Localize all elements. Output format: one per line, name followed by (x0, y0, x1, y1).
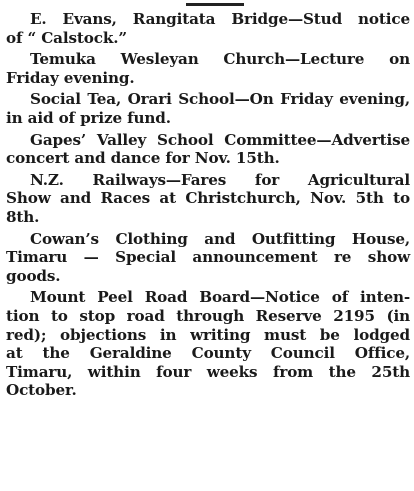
notice-line: Mount Peel Road Board—Notice of inten- (30, 288, 410, 307)
notice-line: Friday evening. (6, 68, 135, 87)
notice-line: Timaru, within four weeks from the 25th (6, 362, 410, 381)
notice-line: 8th. (6, 207, 40, 226)
notice-line: goods. (6, 266, 61, 285)
notice-nz-railways (6, 171, 410, 227)
notice-line: Temuka Wesleyan Church—Lecture on (30, 50, 410, 69)
notice-temuka-wesleyan (6, 50, 410, 87)
notice-line: of “ Calstock.” (6, 28, 127, 47)
notice-line: tion to stop road through Reserve 2195 (in (6, 306, 410, 325)
notice-line: Show and Races at Christchurch, Nov. 5th to (6, 189, 410, 208)
notice-line: Gapes’ Valley School Committee—Advertise (30, 130, 410, 149)
column-top-rule (186, 3, 244, 6)
notice-line: at the Geraldine County Council Office, (6, 344, 410, 363)
notice-line: E. Evans, Rangitata Bridge—Stud notice (30, 10, 410, 28)
notice-evans-stud (6, 10, 410, 47)
notice-line: in aid of prize fund. (6, 108, 171, 127)
notice-line: Cowan’s Clothing and Outfitting House, (30, 229, 410, 248)
notice-line: red); objections in writing must be lodged (6, 325, 410, 344)
notice-line: Social Tea, Orari School—On Friday evening, (30, 90, 410, 109)
notice-cowans-clothing (6, 230, 410, 286)
notice-line: Timaru — Special announcement re show (6, 248, 410, 267)
notice-line: N.Z. Railways—Fares for Agricultural (30, 170, 410, 189)
notice-line: concert and dance for Nov. 15th. (6, 149, 280, 168)
notice-line: October. (6, 381, 77, 400)
notices-column (6, 10, 410, 400)
notice-gapes-valley (6, 131, 410, 168)
notice-mount-peel-road-board (6, 288, 410, 400)
notice-orari-school (6, 90, 410, 127)
